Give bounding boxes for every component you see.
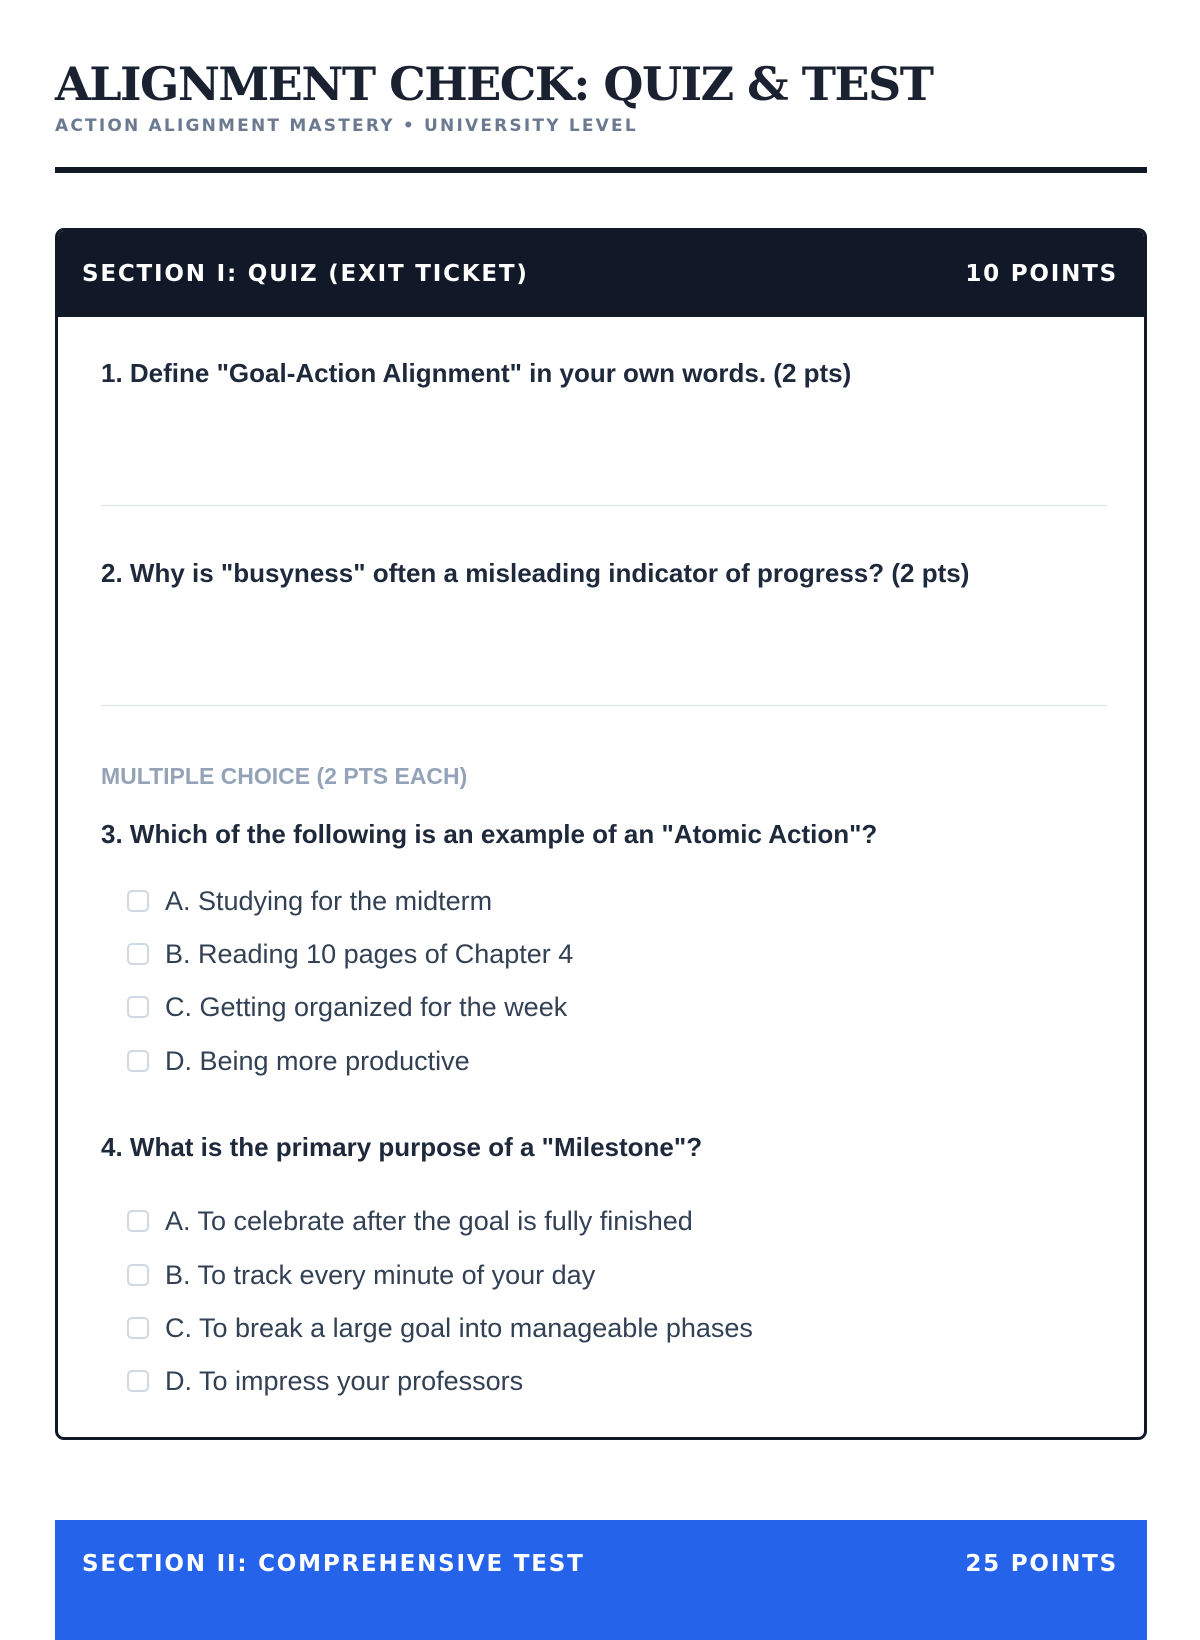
section-quiz bbox=[55, 228, 1147, 1440]
section-quiz-header bbox=[58, 231, 1144, 317]
q4-option-c[interactable] bbox=[127, 1313, 753, 1343]
option-label: A. Studying for the midterm bbox=[165, 885, 493, 916]
q3-option-d[interactable] bbox=[127, 1046, 470, 1076]
section-test-header bbox=[55, 1520, 1147, 1608]
question-1 bbox=[101, 358, 1107, 389]
section-test-title: SECTION II: COMPREHENSIVE TEST bbox=[82, 1551, 585, 1577]
option-label: B. To track every minute of your day bbox=[165, 1259, 596, 1290]
option-label: D. Being more productive bbox=[165, 1045, 470, 1076]
checkbox-icon[interactable] bbox=[127, 1050, 149, 1072]
page-subtitle: ACTION ALIGNMENT MASTERY • UNIVERSITY LEVEL bbox=[55, 116, 638, 136]
checkbox-icon[interactable] bbox=[127, 943, 149, 965]
question-3 bbox=[101, 819, 1107, 850]
question-2-text: 2. Why is "busyness" often a misleading indicator of progress? (2 pts) bbox=[101, 558, 970, 588]
checkbox-icon[interactable] bbox=[127, 1264, 149, 1286]
title-divider bbox=[55, 167, 1147, 173]
option-label: C. To break a large goal into manageable phases bbox=[165, 1312, 753, 1343]
q3-option-c[interactable] bbox=[127, 992, 567, 1022]
multiple-choice-heading: MULTIPLE CHOICE (2 PTS EACH) bbox=[101, 763, 468, 789]
q4-option-b[interactable] bbox=[127, 1260, 595, 1290]
q3-option-a[interactable] bbox=[127, 886, 492, 916]
checkbox-icon[interactable] bbox=[127, 1210, 149, 1232]
question-4 bbox=[101, 1132, 1107, 1163]
section-test bbox=[55, 1520, 1147, 1640]
section-quiz-points: 10 POINTS bbox=[965, 261, 1118, 287]
checkbox-icon[interactable] bbox=[127, 1370, 149, 1392]
q4-option-a[interactable] bbox=[127, 1206, 693, 1236]
answer-line-1[interactable] bbox=[101, 505, 1107, 506]
question-4-text: 4. What is the primary purpose of a "Milestone"? bbox=[101, 1132, 703, 1162]
page-title: ALIGNMENT CHECK: QUIZ & TEST bbox=[55, 57, 933, 111]
option-label: A. To celebrate after the goal is fully finished bbox=[165, 1205, 693, 1236]
option-label: C. Getting organized for the week bbox=[165, 991, 568, 1022]
checkbox-icon[interactable] bbox=[127, 996, 149, 1018]
question-1-text: 1. Define "Goal-Action Alignment" in your own words. (2 pts) bbox=[101, 358, 852, 388]
section-test-points: 25 POINTS bbox=[965, 1551, 1118, 1577]
q3-option-b[interactable] bbox=[127, 939, 573, 969]
checkbox-icon[interactable] bbox=[127, 1317, 149, 1339]
option-label: B. Reading 10 pages of Chapter 4 bbox=[165, 938, 574, 969]
question-3-text: 3. Which of the following is an example of an "Atomic Action"? bbox=[101, 819, 878, 849]
q4-option-d[interactable] bbox=[127, 1366, 523, 1396]
answer-line-2[interactable] bbox=[101, 705, 1107, 706]
section-quiz-title: SECTION I: QUIZ (EXIT TICKET) bbox=[82, 261, 529, 287]
checkbox-icon[interactable] bbox=[127, 890, 149, 912]
option-label: D. To impress your professors bbox=[165, 1365, 524, 1396]
question-2 bbox=[101, 558, 1107, 589]
